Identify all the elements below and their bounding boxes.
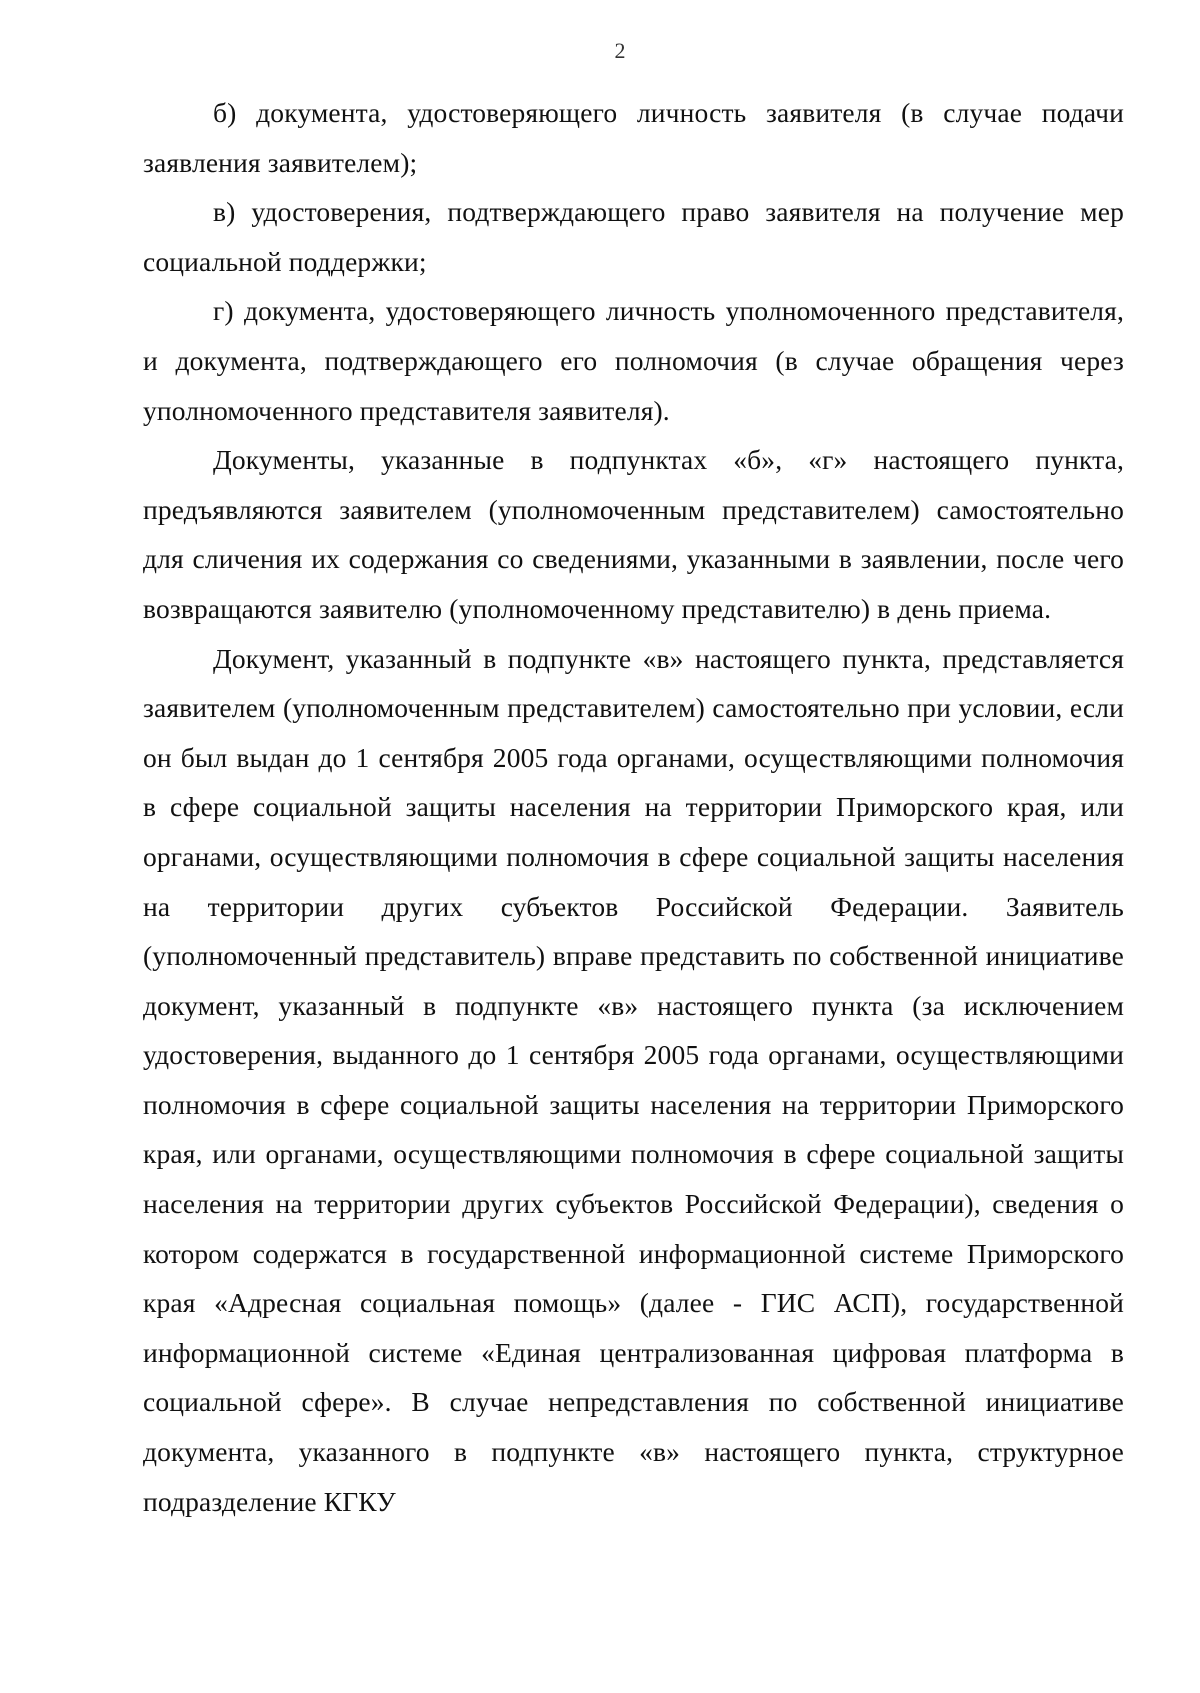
paragraph-item-b: б) документа, удостоверяющего личность заявителя (в случае подачи заявления заявителем); (143, 97, 1124, 178)
paragraph-documents-presented: Документы, указанные в подпунктах «б», «г» настоящего пункта, предъявляются заявителем (уполномоченным представителем) самостоятельно для сличения их содержания со сведениями, указанными в заявлении, после чего возвращаются заявителю (уполномоченному представителю) в день приема. (143, 444, 1124, 624)
paragraph-item-g: г) документа, удостоверяющего личность уполномоченного представителя, и документа, подтверждающего его полномочия (в случае обращения через уполномоченного представителя заявителя). (143, 295, 1124, 426)
paragraph-document-subitem-v: Документ, указанный в подпункте «в» настоящего пункта, представляется заявителем (уполномоченным представителем) самостоятельно при условии, если он был выдан до 1 сентября 2005 года органами, осуществляющими полномочия в сфере социальной защиты населения на территории Приморского края, или органами, осуществляющими полномочия в сфере социальной защиты населения на территории других субъектов Российской Федерации. Заявитель (уполномоченный представитель) вправе представить по собственной инициативе документ, указанный в подпункте «в» настоящего пункта (за исключением удостоверения, выданного до 1 сентября 2005 года органами, осуществляющими полномочия в сфере социальной защиты населения на территории Приморского края, или органами, осуществляющими полномочия в сфере социальной защиты населения на территории других субъектов Российской Федерации), сведения о котором содержатся в государственной информационной системе Приморского края «Адресная социальная помощь» (далее - ГИС АСП), государственной информационной системе «Единая централизованная цифровая платформа в социальной сфере». В случае непредставления по собственной инициативе документа, указанного в подпункте «в» настоящего пункта, структурное подразделение КГКУ (143, 642, 1124, 1517)
paragraph-item-v: в) удостоверения, подтверждающего право заявителя на получение мер социальной поддержки; (143, 196, 1124, 277)
page-number: 2 (614, 38, 626, 63)
document-body (143, 88, 1124, 1526)
